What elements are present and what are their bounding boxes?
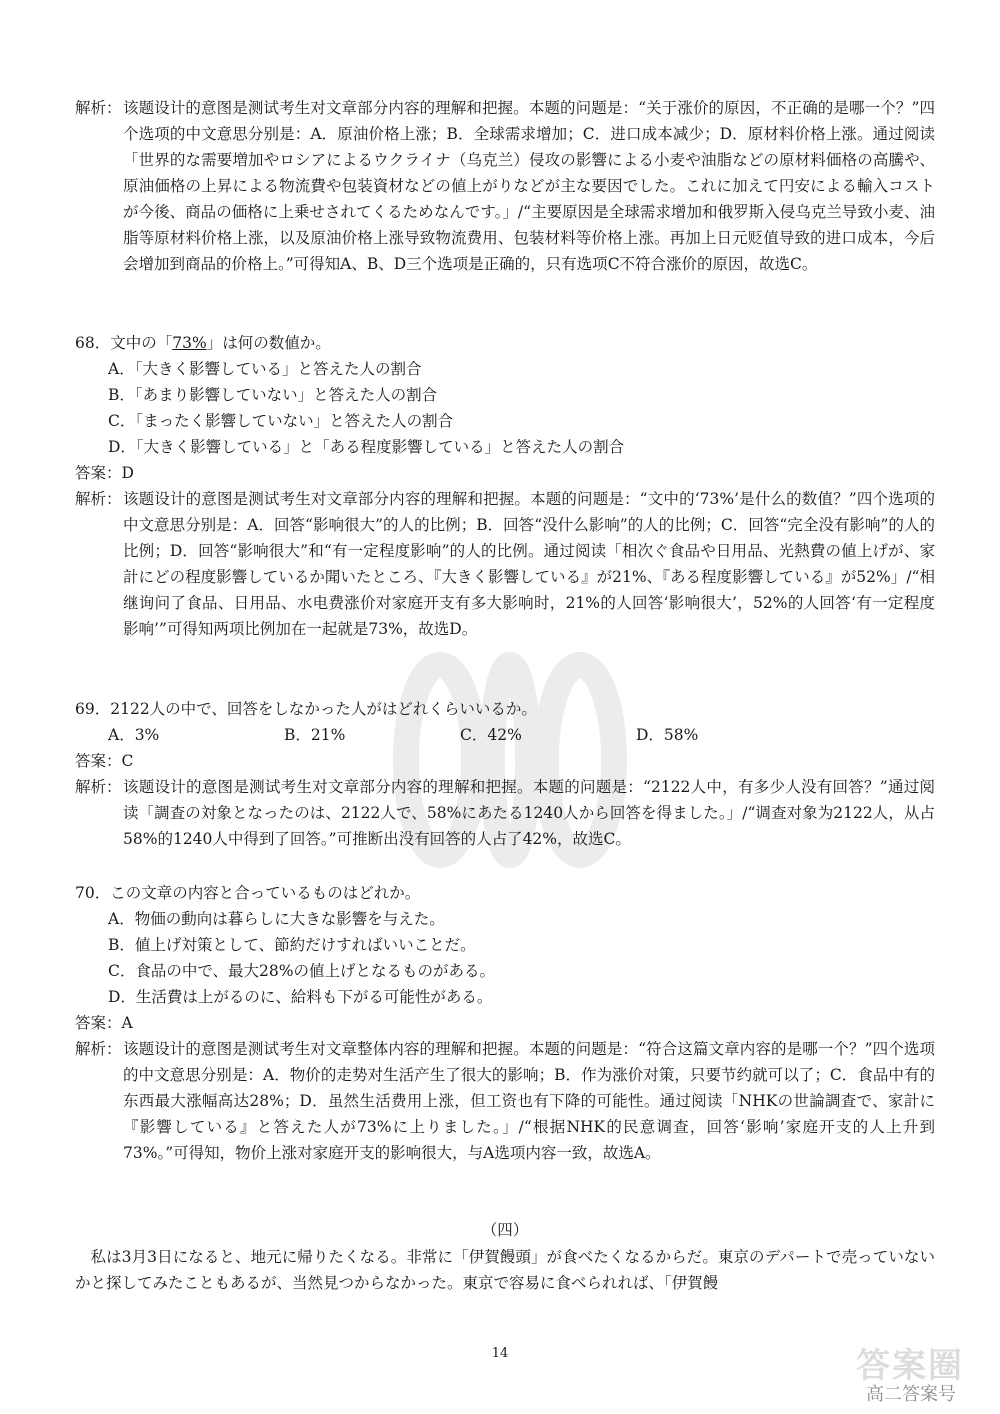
underlined-term: 73% xyxy=(172,334,207,352)
q69-explanation: 解析： 该题设计的意图是测试考生对文章部分内容的理解和把握。本题的问题是：“2122人中，有多少人没有回答？”通过阅读「調査の対象となったのは、2122人で、58%にあたる1240人から回答を得ました。」/“调查对象为2122人，从占58%的1240人中得到了回答。”可推断出没有回答的人占了42%，故选C。 xyxy=(75,774,935,852)
explanation-label: 解析： xyxy=(75,99,122,117)
option-d: D．「大きく影響している」と「ある程度影響している」と答えた人の割合 xyxy=(108,438,625,456)
options-row xyxy=(75,722,935,748)
answer-line: 答案：C xyxy=(75,752,134,770)
q67-explanation xyxy=(75,95,935,277)
option-a: A．3% xyxy=(108,726,160,744)
question-68 xyxy=(75,330,935,642)
answer-value: C xyxy=(121,752,134,770)
reading-passage: 私は3月3日になると、地元に帰りたくなる。非常に「伊賀饅頭」が食べたくなるからだ。東京のデパートで売っていないかと探してみたこともあるが、当然見つからなかった。東京で容易に食べられれば、「伊賀饅 xyxy=(75,1248,935,1292)
question-69 xyxy=(75,696,935,852)
answer-line: 答案：D xyxy=(75,464,134,482)
watermark-caption: 高二答案号 xyxy=(866,1384,956,1405)
question-stem: 68．文中の「73%」は何の数値か。 xyxy=(75,334,331,352)
corner-watermark-logo xyxy=(822,1338,972,1408)
question-stem: 70．この文章の内容と合っているものはどれか。 xyxy=(75,884,421,902)
explanation-text: 该题设计的意图是测试考生对文章整体内容的理解和把握。本题的问题是：“符合这篇文章内容的是哪一个？”四个选项的中文意思分别是：A．物价的走势对生活产生了很大的影响；B．作为涨价对策，只要节约就可以了；C．食品中有的东西最大涨幅高达28%；D．虽然生活费用上涨，但工资也有下降的可能性。通过阅读「NHKの世論調査で、家計に『影響している』と答えた人が73%に上りました。」/“根据NHK的民意调查，回答‘影响’家庭开支的人上升到73%。”可得知，物价上涨对家庭开支的影响很大，与A选项内容一致，故选A。 xyxy=(123,1040,935,1162)
option-b: B．値上げ対策として、節約だけすればいいことだ。 xyxy=(108,936,476,954)
answer-value: D xyxy=(121,464,134,482)
answer-value: A xyxy=(121,1014,133,1032)
explanation-text: 该题设计的意图是测试考生对文章部分内容的理解和把握。本题的问题是：“关于涨价的原因，不正确的是哪一个？”四个选项的中文意思分别是：A．原油价格上涨；B．全球需求增加；C．进口成本减少；D．原材料价格上涨。通过阅读「世界的な需要増加やロシアによるウクライナ（乌克兰）侵攻の影響による小麦や油脂などの原材料価格の高騰や、原油価格の上昇による物流費や包装資材などの値上がりなどが主な要因でした。これに加えて円安による輸入コストが今後、商品の価格に上乗せされてくるためなんです。」/“主要原因是全球需求增加和俄罗斯入侵乌克兰导致小麦、油脂等原材料价格上涨，以及原油价格上涨导致物流费用、包装材料等价格上涨。再加上日元贬值导致的进口成本，今后会增加到商品的价格上。”可得知A、B、D三个选项是正确的，只有选项C不符合涨价的原因，故选C。 xyxy=(123,99,935,273)
option-a: A．物価の動向は暮らしに大きな影響を与えた。 xyxy=(108,910,445,928)
watermark-text: 答案圈 xyxy=(856,1346,964,1386)
option-b: B．21% xyxy=(284,726,346,744)
q68-explanation: 解析： 该题设计的意图是测试考生对文章部分内容的理解和把握。本题的问题是：“文中的‘73%’是什么的数值？”四个选项的中文意思分别是：A．回答“影响很大”的人的比例；B．回答“没什么影响”的人的比例；C．回答“完全没有影响”的人的比例；D．回答“影响很大”和“有一定程度影响”的人的比例。通过阅读「相次ぐ食品や日用品、光熱費の値上げが、家計にどの程度影響しているか聞いたところ、『大きく影響している』が21%、『ある程度影響している』が52%」/“相继询问了食品、日用品、水电费涨价对家庭开支有多大影响时，21%的人回答‘影响很大’，52%的人回答‘有一定程度影响’”可得知两项比例加在一起就是73%，故选D。 xyxy=(75,486,935,642)
explanation-text: 该题设计的意图是测试考生对文章部分内容的理解和把握。本题的问题是：“文中的‘73%’是什么的数值？”四个选项的中文意思分别是：A．回答“影响很大”的人的比例；B．回答“没什么影响”的人的比例；C．回答“完全没有影响”的人的比例；D．回答“影响很大”和“有一定程度影响”的人的比例。通过阅读「相次ぐ食品や日用品、光熱費の値上げが、家計にどの程度影響しているか聞いたところ、『大きく影響している』が21%、『ある程度影響している』が52%」/“相继询问了食品、日用品、水电费涨价对家庭开支有多大影响时，21%的人回答‘影响很大’，52%的人回答‘有一定程度影响’”可得知两项比例加在一起就是73%，故选D。 xyxy=(123,490,935,638)
section-title: （四） xyxy=(481,1221,529,1239)
option-a: A．「大きく影響している」と答えた人の割合 xyxy=(108,360,422,378)
option-d: D．生活費は上がるのに、給料も下がる可能性がある。 xyxy=(108,988,493,1006)
explanation-text: 该题设计的意图是测试考生对文章部分内容的理解和把握。本题的问题是：“2122人中，有多少人没有回答？”通过阅读「調査の対象となったのは、2122人で、58%にあたる1240人から回答を得ました。」/“调查对象为2122人，从占58%的1240人中得到了回答。”可推断出没有回答的人占了42%，故选C。 xyxy=(123,778,935,848)
question-70 xyxy=(75,880,935,1166)
option-b: B．「あまり影響していない」と答えた人の割合 xyxy=(108,386,438,404)
q70-explanation: 解析： 该题设计的意图是测试考生对文章整体内容的理解和把握。本题的问题是：“符合这篇文章内容的是哪一个？”四个选项的中文意思分别是：A．物价的走势对生活产生了很大的影响；B．作为涨价对策，只要节约就可以了；C．食品中有的东西最大涨幅高达28%；D．虽然生活费用上涨，但工资也有下降的可能性。通过阅读「NHKの世論調査で、家計に『影響している』と答えた人が73%に上りました。」/“根据NHK的民意调查，回答‘影响’家庭开支的人上升到73%。”可得知，物价上涨对家庭开支的影响很大，与A选项内容一致，故选A。 xyxy=(75,1036,935,1166)
page-number: 14 xyxy=(491,1346,509,1361)
option-d: D．58% xyxy=(636,726,699,744)
option-c: C．「まったく影響していない」と答えた人の割合 xyxy=(108,412,454,430)
option-c: C．食品の中で、最大28%の値上げとなるものがある。 xyxy=(108,962,496,980)
answer-line: 答案：A xyxy=(75,1014,133,1032)
question-stem: 69．2122人の中で、回答をしなかった人がはどれくらいいるか。 xyxy=(75,700,537,718)
option-c: C．42% xyxy=(460,726,522,744)
